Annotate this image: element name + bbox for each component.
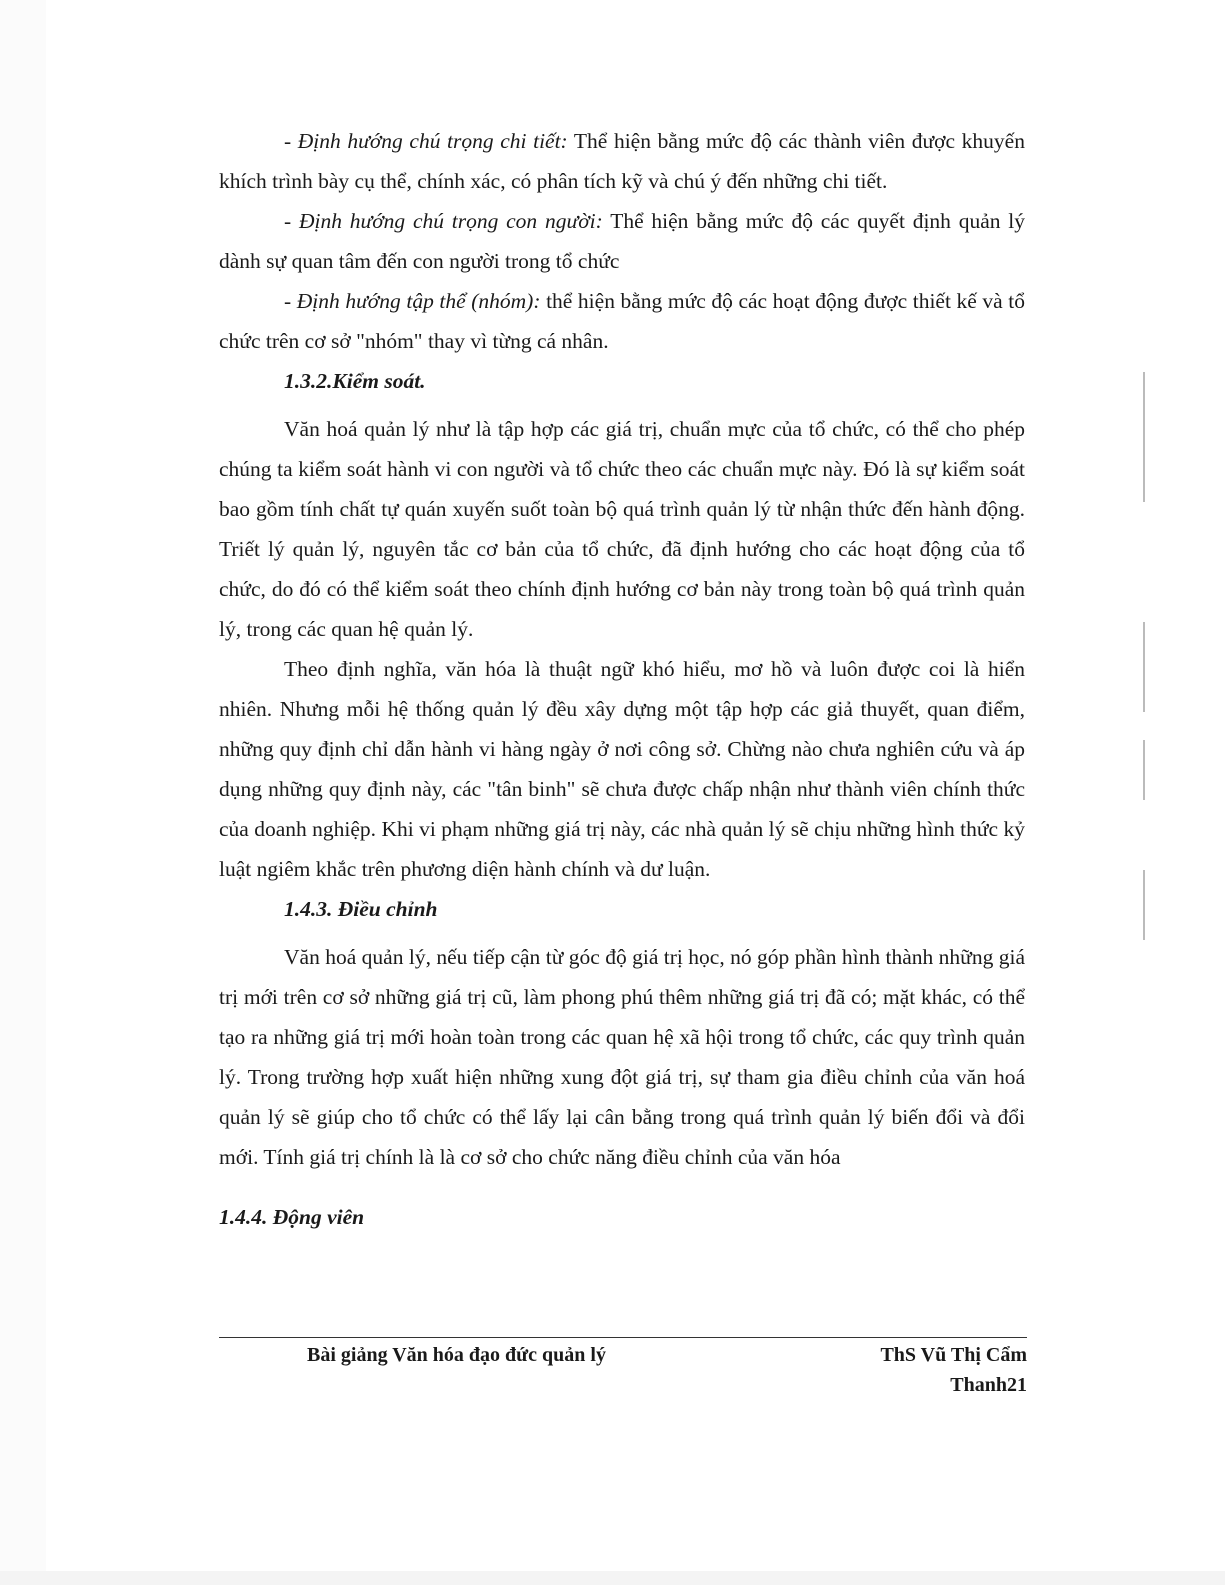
paragraph-control: Văn hoá quản lý như là tập hợp các giá trị, chuẩn mực của tổ chức, có thể cho phép chúng ta kiểm soát hành vi con người và tổ chức theo các chuẩn mực này. Đó là sự kiểm soát bao gồm tính chất tự quán xuyến suốt toàn bộ quá trình quản lý từ nhận thức đến hành động. Triết lý quản lý, nguyên tắc cơ bản của tổ chức, đã định hướng cho các hoạt động của tổ chức, do đó có thể kiểm soát theo chính định hướng cơ bản này trong toàn bộ quá trình quản lý, trong các quan hệ quản lý. — [219, 417, 1025, 641]
scan-shadow-bottom — [0, 1571, 1225, 1585]
body-text — [219, 121, 1025, 1237]
paragraph-team-orientation — [219, 281, 1025, 361]
term-text: thể hiện bằng mức độ các hoạt động được thiết kế và tổ chức trên cơ sở "nhóm" thay vì từng cá nhân. — [219, 289, 1025, 353]
footer-course-title: Bài giảng Văn hóa đạo đức quản lý — [307, 1344, 606, 1366]
term-label: - Định hướng chú trọng con người: — [284, 209, 603, 233]
section-heading-1-4-4: 1.4.4. Động viên — [219, 1205, 365, 1229]
section-heading-1-3-2: 1.3.2.Kiểm soát. — [284, 369, 426, 393]
footer-author-line1: ThS Vũ Thị Cẩm — [880, 1344, 1027, 1366]
footer-author — [847, 1340, 1027, 1400]
term-text: Thể hiện bằng mức độ các thành viên được khuyến khích trình bày cụ thể, chính xác, có phân tích kỹ và chú ý đến những chi tiết. — [219, 129, 1025, 193]
paragraph-people-orientation — [219, 201, 1025, 281]
paragraph-detail-orientation — [219, 121, 1025, 201]
margin-mark — [1143, 622, 1145, 712]
paragraph-adjustment: Văn hoá quản lý, nếu tiếp cận từ góc độ giá trị học, nó góp phần hình thành những giá trị mới trên cơ sở những giá trị cũ, làm phong phú thêm những giá trị đã có; mặt khác, có thể tạo ra những giá trị mới hoàn toàn trong các quan hệ xã hội trong tổ chức, các quy trình quản lý. Trong trường hợp xuất hiện những xung đột giá trị, sự tham gia điều chỉnh của văn hoá quản lý sẽ giúp cho tổ chức có thể lấy lại cân bằng trong quá trình quản lý biến đổi và đổi mới. Tính giá trị chính là là cơ sở cho chức năng điều chỉnh của văn hóa — [219, 945, 1025, 1169]
margin-mark — [1143, 372, 1145, 502]
footer-author-line2-page: Thanh21 — [950, 1374, 1027, 1396]
term-label: - Định hướng tập thể (nhóm): — [284, 289, 541, 313]
term-label: - Định hướng chú trọng chi tiết: — [284, 129, 568, 153]
paragraph-definition: Theo định nghĩa, văn hóa là thuật ngữ khó hiểu, mơ hồ và luôn được coi là hiển nhiên. Nhưng mỗi hệ thống quản lý đều xây dựng một tập hợp các giả thuyết, quan điểm, những quy định chỉ dẫn hành vi hàng ngày ở nơi công sở. Chừng nào chưa nghiên cứu và áp dụng những quy định này, các "tân binh" sẽ chưa được chấp nhận như thành viên chính thức của doanh nghiệp. Khi vi phạm những giá trị này, các nhà quản lý sẽ chịu những hình thức kỷ luật ngiêm khắc trên phương diện hành chính và dư luận. — [219, 657, 1025, 881]
footer-divider — [219, 1337, 1027, 1338]
scan-shadow-left — [0, 0, 46, 1585]
margin-mark — [1143, 870, 1145, 940]
term-text: Thể hiện bằng mức độ các quyết định quản lý dành sự quan tâm đến con người trong tổ chức — [219, 209, 1025, 273]
section-heading-1-4-3: 1.4.3. Điều chỉnh — [284, 897, 438, 921]
margin-mark — [1143, 740, 1145, 800]
